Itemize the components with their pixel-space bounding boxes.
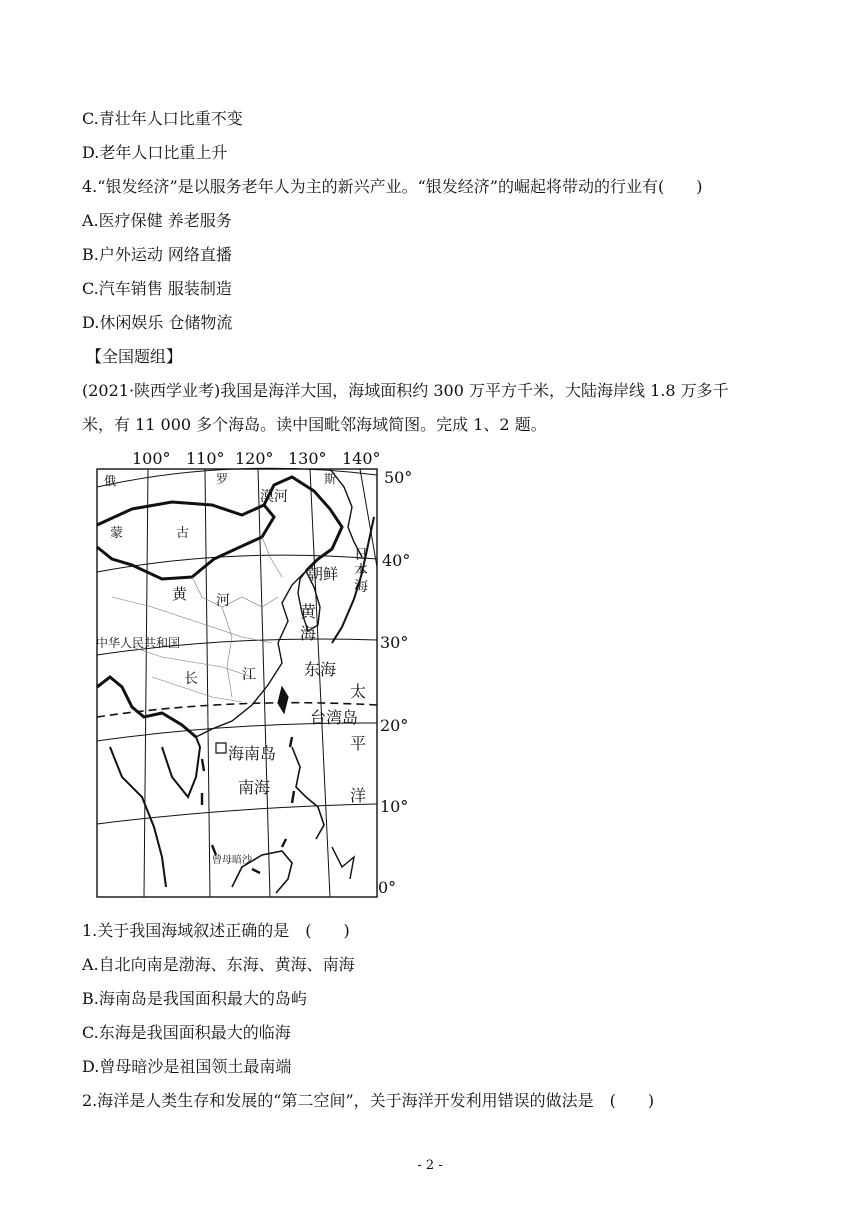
china-coast [196, 571, 306, 737]
label-riben-3: 海 [354, 579, 368, 595]
label-donghai: 东海 [304, 660, 337, 679]
label-tai: 太 [350, 682, 367, 701]
lat-label-20: 20° [380, 716, 409, 735]
line-c: C.青壮年人口比重不变 [82, 109, 243, 128]
label-mohe: 漠河 [260, 489, 288, 505]
hainan [216, 743, 226, 753]
label-si: 斯 [324, 472, 337, 486]
label-prc: 中华人民共和国 [96, 636, 181, 650]
label-ping: 平 [350, 734, 367, 753]
question-4: 4.“银发经济”是以服务老年人为主的新兴产业。“银发经济”的崛起将带动的行业有( ) [82, 177, 703, 196]
line-d: D.老年人口比重上升 [82, 143, 228, 162]
question-2: 2.海洋是人类生存和发展的“第二空间”，关于海洋开发利用错误的做法是 ( ) [82, 1091, 655, 1110]
lon-label-120: 120° [235, 449, 274, 468]
label-chang: 长 [184, 671, 198, 687]
intro-line-2: 米，有 11 000 多个海岛。读中国毗邻海域简图。完成 1、2 题。 [82, 415, 547, 434]
lon-label-100: 100° [132, 449, 171, 468]
lat-label-10: 10° [380, 797, 409, 816]
page-number: - 2 - [417, 1158, 443, 1173]
option-d: D.休闲娱乐 仓储物流 [82, 313, 233, 332]
taiwan [278, 687, 288, 713]
label-hainan: 海南岛 [228, 744, 277, 763]
label-luo: 罗 [216, 472, 229, 486]
label-meng: 蒙 [110, 526, 124, 541]
label-e: 俄 [104, 474, 117, 488]
label-chaoxian: 朝鲜 [308, 565, 339, 583]
label-taiwan: 台湾岛 [310, 708, 359, 727]
label-riben-1: 日 [354, 547, 368, 563]
q1-option-b: B.海南岛是我国面积最大的岛屿 [82, 989, 307, 1008]
label-jiang: 江 [242, 667, 256, 683]
label-gu: 古 [176, 526, 190, 541]
option-c: C.汽车销售 服装制造 [82, 279, 232, 298]
map-svg [92, 447, 422, 899]
q1-option-d: D.曾母暗沙是祖国领土最南端 [82, 1057, 292, 1076]
intro-line-1: (2021·陕西学业考)我国是海洋大国，海域面积约 300 万平方千米，大陆海岸线 1.8 万多千 [82, 381, 729, 400]
lon-label-140: 140° [342, 449, 381, 468]
philippines [292, 747, 324, 839]
map-frame [97, 469, 377, 897]
label-yang: 洋 [350, 786, 367, 805]
lat-label-0: 0° [378, 878, 397, 897]
option-b: B.户外运动 网络直播 [82, 245, 232, 264]
label-zengmu: 曾母暗沙 [212, 855, 252, 866]
label-riben-2: 本 [354, 563, 368, 579]
label-huanghai-1: 黄 [300, 602, 317, 621]
label-nanhai: 南海 [238, 778, 271, 797]
indochina [110, 737, 200, 887]
lon-label-110: 110° [186, 449, 225, 468]
label-huang: 黄 [172, 585, 188, 603]
q1-option-a: A.自北向南是渤海、东海、黄海、南海 [82, 955, 355, 974]
lon-label-130: 130° [288, 449, 327, 468]
lat-label-50: 50° [384, 468, 413, 487]
question-1: 1.关于我国海域叙述正确的是 ( ) [82, 921, 350, 940]
option-a: A.医疗保健 养老服务 [82, 211, 232, 230]
lat-label-40: 40° [382, 551, 411, 570]
section-heading: 【全国题组】 [86, 347, 183, 366]
label-huanghai-2: 海 [300, 624, 317, 643]
china-seas-map [92, 447, 422, 899]
label-he: 河 [216, 593, 230, 609]
sulawesi [332, 847, 354, 879]
q1-option-c: C.东海是我国面积最大的临海 [82, 1023, 291, 1042]
lat-label-30: 30° [380, 633, 409, 652]
